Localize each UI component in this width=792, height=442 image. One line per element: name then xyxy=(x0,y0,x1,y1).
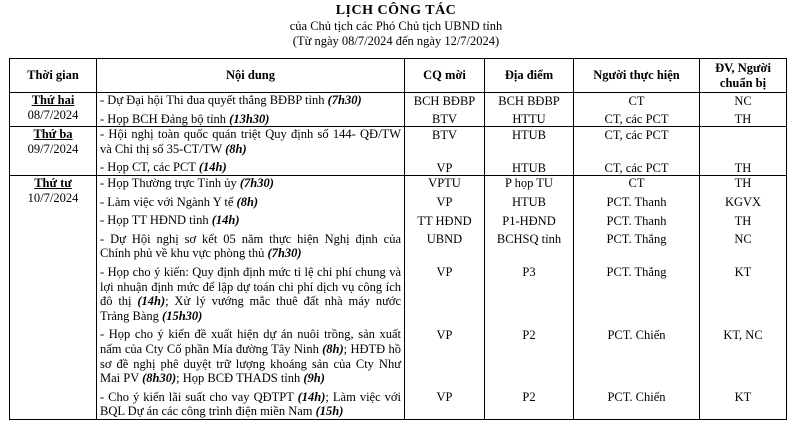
schedule-item xyxy=(100,265,401,323)
item-text: - Làm việc với Ngành Y tế xyxy=(100,194,237,209)
col-header-location: Địa điểm xyxy=(485,59,574,93)
item-preparer: NC xyxy=(734,93,752,108)
item-inviter: VP xyxy=(436,195,453,210)
item-time: (15h) xyxy=(315,404,344,419)
schedule-item xyxy=(100,160,401,175)
item-preparer: KT xyxy=(734,390,752,405)
item-location: P họp TU xyxy=(505,176,553,191)
day-name: Thứ tư xyxy=(34,175,72,190)
schedule-subtitle: của Chủ tịch các Phó Chủ tịch UBND tỉnh xyxy=(289,19,503,33)
item-performer: CT xyxy=(628,93,645,108)
inviter-cell xyxy=(405,175,485,419)
location-cell xyxy=(485,127,574,176)
schedule-date-range: (Từ ngày 08/7/2024 đến ngày 12/7/2024) xyxy=(292,34,500,48)
item-location: P1-HĐND xyxy=(502,213,556,228)
item-inviter: VP xyxy=(436,327,453,342)
performer-cell xyxy=(574,93,700,127)
content-cell xyxy=(97,127,405,176)
item-preparer: KT, NC xyxy=(723,327,763,342)
item-text: ; Làm việc với BQL Dự án các công trình điện miền Nam xyxy=(100,389,401,419)
schedule-item xyxy=(100,327,401,385)
item-text: - Dự Hội nghị sơ kết 05 năm thực hiện Nghị định của Chính phủ về khu vực phòng thủ xyxy=(100,231,401,261)
item-time: (9h) xyxy=(303,371,325,386)
item-location: HTUB xyxy=(511,195,547,210)
item-performer: CT, các PCT xyxy=(604,112,669,127)
item-performer: CT, các PCT xyxy=(604,127,669,142)
item-time: (14h) xyxy=(297,389,326,404)
item-inviter: VPTU xyxy=(428,176,461,191)
item-text: ; Xử lý vướng mắc thuê đất nhà máy nước Trảng Bàng xyxy=(100,294,401,323)
item-location: P2 xyxy=(522,390,536,405)
item-performer: CT, các PCT xyxy=(604,160,669,175)
item-performer: PCT. Thanh xyxy=(606,195,667,210)
item-inviter: VP xyxy=(436,265,453,280)
item-preparer: KGVX xyxy=(724,195,762,210)
day-cell xyxy=(10,175,97,419)
table-header-row xyxy=(10,59,787,93)
item-inviter: UBND xyxy=(426,232,463,247)
item-time: (15h30) xyxy=(162,308,203,323)
item-preparer: TH xyxy=(734,176,752,191)
item-text: - Họp TT HĐND tỉnh xyxy=(100,213,212,228)
item-text: - Hội nghị toàn quốc quán triệt Quy định số 144- QĐ/TW và Chỉ thị số 35-CT/TW xyxy=(100,127,401,156)
item-preparer: TH xyxy=(734,112,752,127)
content-cell xyxy=(97,175,405,419)
item-inviter: TT HĐND xyxy=(417,213,472,228)
item-preparer: TH xyxy=(734,213,752,228)
item-location: BCHSQ tỉnh xyxy=(496,232,562,247)
schedule-item xyxy=(100,112,401,127)
schedule-item xyxy=(100,127,401,156)
item-time: (8h) xyxy=(236,194,259,209)
item-performer: PCT. Thắng xyxy=(606,265,667,280)
col-header-inviter: CQ mời xyxy=(405,59,485,93)
schedule-item xyxy=(100,213,401,228)
day-name: Thứ ba xyxy=(33,127,73,142)
item-inviter: VP xyxy=(436,390,453,405)
inviter-cell xyxy=(405,93,485,127)
day-cell xyxy=(10,93,97,127)
item-text: - Dự Đại hội Thi đua quyết thắng BĐBP tỉnh xyxy=(100,93,328,107)
table-row xyxy=(10,175,787,419)
day-date: 09/7/2024 xyxy=(27,141,79,156)
day-cell xyxy=(10,127,97,176)
item-performer: PCT. Chiến xyxy=(607,327,666,342)
item-inviter: BTV xyxy=(432,127,457,142)
day-date: 10/7/2024 xyxy=(27,190,79,205)
item-preparer: KT xyxy=(734,265,752,280)
item-time: (13h30) xyxy=(229,111,270,126)
col-header-preparer: ĐV, Người chuẩn bị xyxy=(700,59,787,93)
item-time: (7h30) xyxy=(327,93,362,107)
schedule-item xyxy=(100,93,401,108)
item-location: HTUB xyxy=(511,160,547,175)
item-time: (8h) xyxy=(225,141,247,156)
item-text: - Họp Thường trực Tỉnh ủy xyxy=(100,175,240,190)
inviter-cell xyxy=(405,127,485,176)
day-date: 08/7/2024 xyxy=(27,107,79,122)
schedule-item xyxy=(100,176,401,191)
schedule-item xyxy=(100,195,401,210)
item-time: (14h) xyxy=(137,294,166,309)
item-time: (7h30) xyxy=(239,175,274,190)
item-text: - Họp cho ý kiến đề xuất hiện dự án nuôi trồng, sản xuất nấm của Cty Cổ phần Mía đường Tây Ninh xyxy=(100,327,401,356)
item-time: (14h) xyxy=(198,160,227,175)
schedule-title: LỊCH CÔNG TÁC xyxy=(335,3,457,18)
day-name: Thứ hai xyxy=(31,93,75,107)
col-header-content: Nội dung xyxy=(97,59,405,93)
item-time: (8h) xyxy=(322,341,344,356)
table-row xyxy=(10,127,787,176)
item-performer: PCT. Chiến xyxy=(607,390,666,405)
item-preparer: NC xyxy=(734,232,752,247)
location-cell xyxy=(485,175,574,419)
performer-cell xyxy=(574,127,700,176)
schedule-item xyxy=(100,232,401,261)
schedule-table xyxy=(9,58,787,420)
preparer-cell xyxy=(700,175,787,419)
item-location: HTTU xyxy=(512,112,546,127)
col-header-performer: Người thực hiện xyxy=(574,59,700,93)
item-text: ; HĐTĐ hồ sơ đề nghị phê duyệt trữ lượng khoáng sản của Cty Như Mai PV xyxy=(100,341,401,386)
item-time: (8h30) xyxy=(142,371,177,386)
item-time: (7h30) xyxy=(267,246,302,261)
item-time: (14h) xyxy=(211,213,240,228)
performer-cell xyxy=(574,175,700,419)
item-location: P2 xyxy=(522,327,536,342)
item-location: P3 xyxy=(522,265,536,280)
col-header-time: Thời gian xyxy=(10,59,97,93)
preparer-cell xyxy=(700,93,787,127)
table-row xyxy=(10,93,787,127)
item-location: HTUB xyxy=(511,127,547,142)
item-text: ; Họp BCĐ THADS tỉnh xyxy=(176,371,304,386)
item-inviter: BTV xyxy=(432,112,457,127)
item-inviter: VP xyxy=(436,160,453,175)
item-text: - Họp CT, các PCT xyxy=(100,160,199,175)
content-cell xyxy=(97,93,405,127)
location-cell xyxy=(485,93,574,127)
item-text: - Họp cho ý kiến: Quy định định mức tỉ lệ chi phí chung và lợi nhuận định mức để lập dự toán chi phí dịch vụ công ích đô thị xyxy=(100,264,401,309)
item-performer: CT xyxy=(628,176,645,191)
item-inviter: BCH BĐBP xyxy=(413,93,476,108)
preparer-cell xyxy=(700,127,787,176)
item-performer: PCT. Thắng xyxy=(606,232,667,247)
item-text: - Họp BCH Đảng bộ tỉnh xyxy=(100,111,230,126)
item-text: - Cho ý kiến lãi suất cho vay QĐTPT xyxy=(100,389,298,404)
schedule-header xyxy=(0,0,792,49)
item-location: BCH BĐBP xyxy=(498,93,560,108)
item-preparer: TH xyxy=(734,160,752,175)
item-performer: PCT. Thanh xyxy=(606,213,667,228)
schedule-item xyxy=(100,390,401,419)
